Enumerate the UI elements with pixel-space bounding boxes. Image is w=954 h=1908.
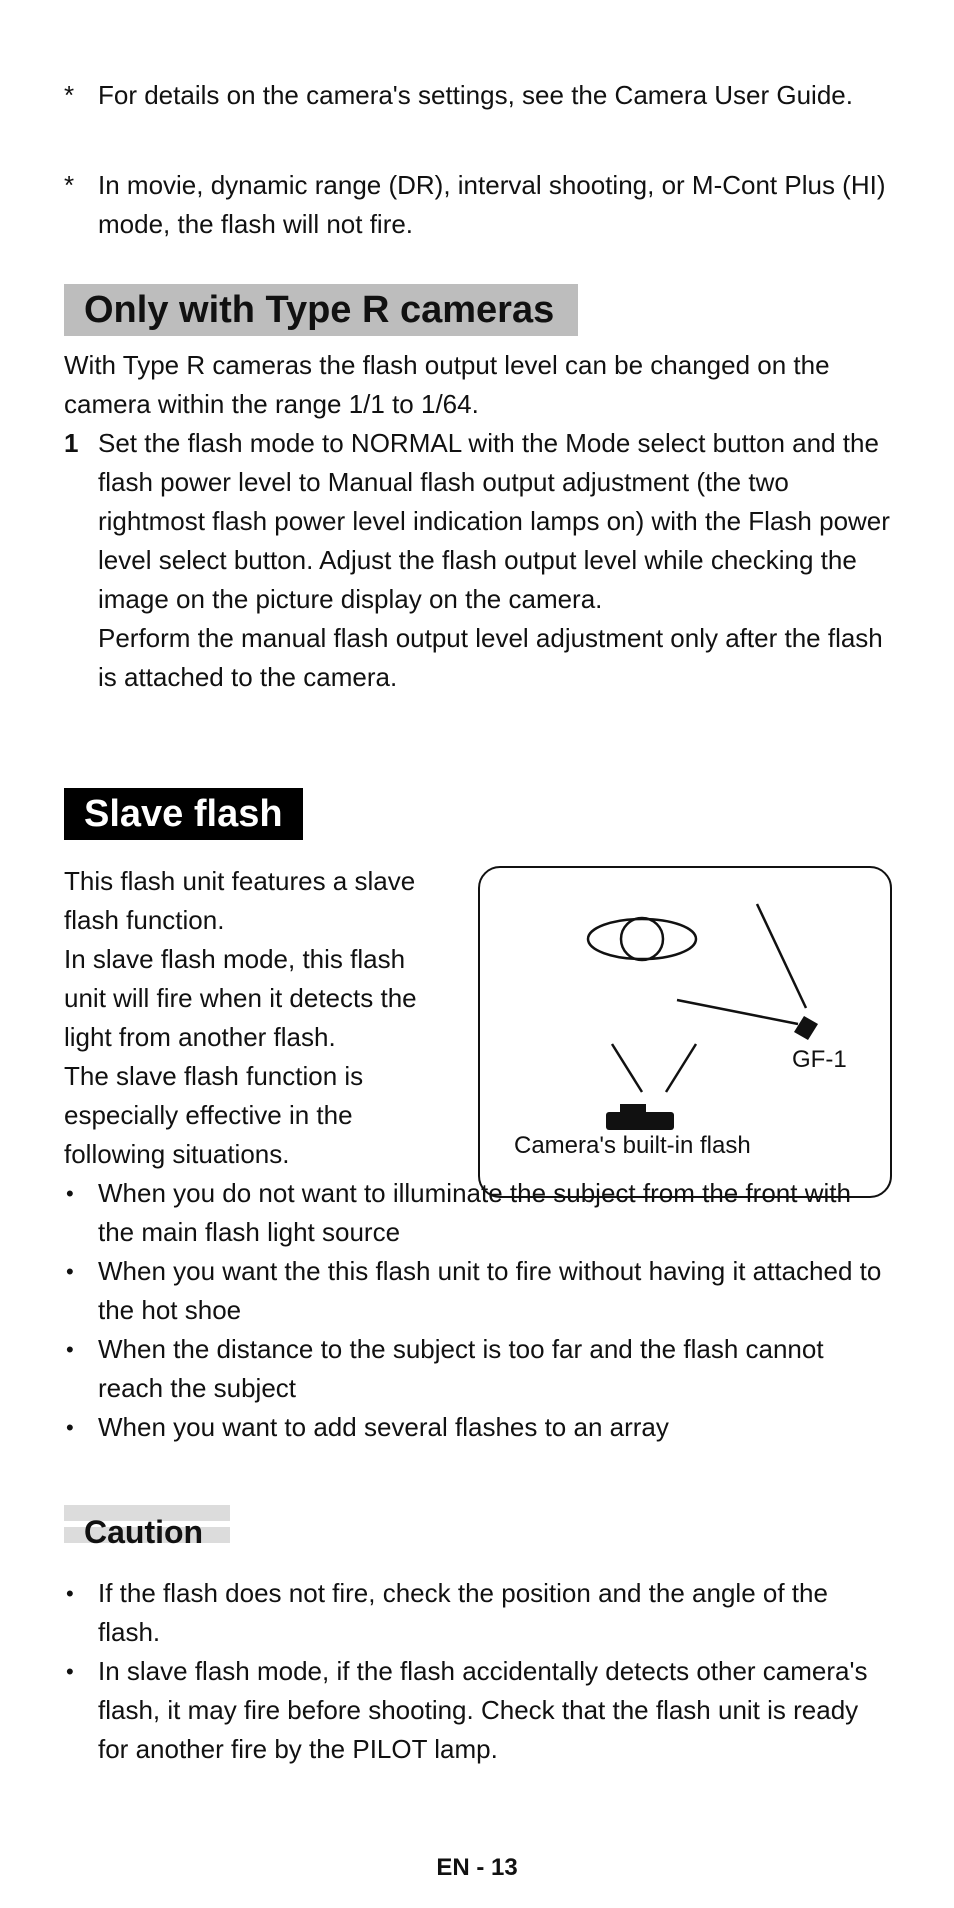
eye-pupil-icon (621, 918, 663, 960)
gf1-label: GF-1 (792, 1046, 847, 1073)
note-text: In movie, dynamic range (DR), interval shooting, or M-Cont Plus (HI) mode, the flash will not fire. (98, 170, 886, 239)
caution-heading: Caution (84, 1514, 204, 1550)
caution-list (64, 1574, 894, 1769)
camera-icon (606, 1112, 674, 1130)
camera-burst-line-left (612, 1044, 642, 1092)
slave-flash-intro: This flash unit features a slave flash function. In slave flash mode, this flash unit will fire when it detects the light from another flash. The slave flash function is especially effective in the following situations. (64, 866, 417, 1169)
gf1-flash-icon (794, 1016, 818, 1040)
list-item: • When the distance to the subject is too far and the flash cannot reach the subject (66, 1334, 824, 1403)
slave-trigger-line (677, 1000, 798, 1024)
step-text: Set the flash mode to NORMAL with the Mode select button and the flash power level to Manual flash output adjustment (the two rightmost flash power level indication lamps on) with the Flash power level select button. Adjust the flash output level while checking the image on the picture display on the camera. (98, 428, 890, 614)
page-number: EN - 13 (436, 1854, 518, 1881)
note-asterisk: * (64, 80, 75, 110)
eye-icon (588, 919, 696, 959)
note-flash-not-fire (64, 166, 894, 244)
camera-burst-line-right (666, 1044, 696, 1092)
list-item: • When you want to add several flashes to an array (66, 1412, 669, 1442)
slave-flash-diagram (478, 866, 892, 1198)
slave-flash-heading: Slave flash (64, 788, 303, 840)
list-item: • When you want the this flash unit to fire without having it attached to the hot shoe (66, 1256, 882, 1325)
note-camera-settings (64, 76, 894, 115)
type-r-step (64, 424, 894, 697)
note-asterisk: * (64, 170, 75, 200)
step-note: Perform the manual flash output level adjustment only after the flash is attached to the camera. (98, 623, 883, 692)
slave-situations-list (64, 1174, 894, 1447)
camera-flash-label: Camera's built-in flash (514, 1132, 751, 1159)
flash-light-line (757, 904, 806, 1008)
list-item: • If the flash does not fire, check the position and the angle of the flash. (66, 1578, 828, 1647)
list-item: • In slave flash mode, if the flash accidentally detects other camera's flash, it may fire before shooting. Check that the flash unit is ready for another fire by the PILOT lamp. (66, 1656, 868, 1764)
type-r-heading: Only with Type R cameras (64, 284, 578, 336)
step-number: 1 (64, 428, 79, 458)
list-item: • When you do not want to illuminate the subject from the front with the main flash light source (66, 1178, 851, 1247)
type-r-intro: With Type R cameras the flash output level can be changed on the camera within the range 1/1 to 1/64. (64, 350, 830, 419)
note-text: For details on the camera's settings, see the Camera User Guide. (98, 80, 853, 110)
